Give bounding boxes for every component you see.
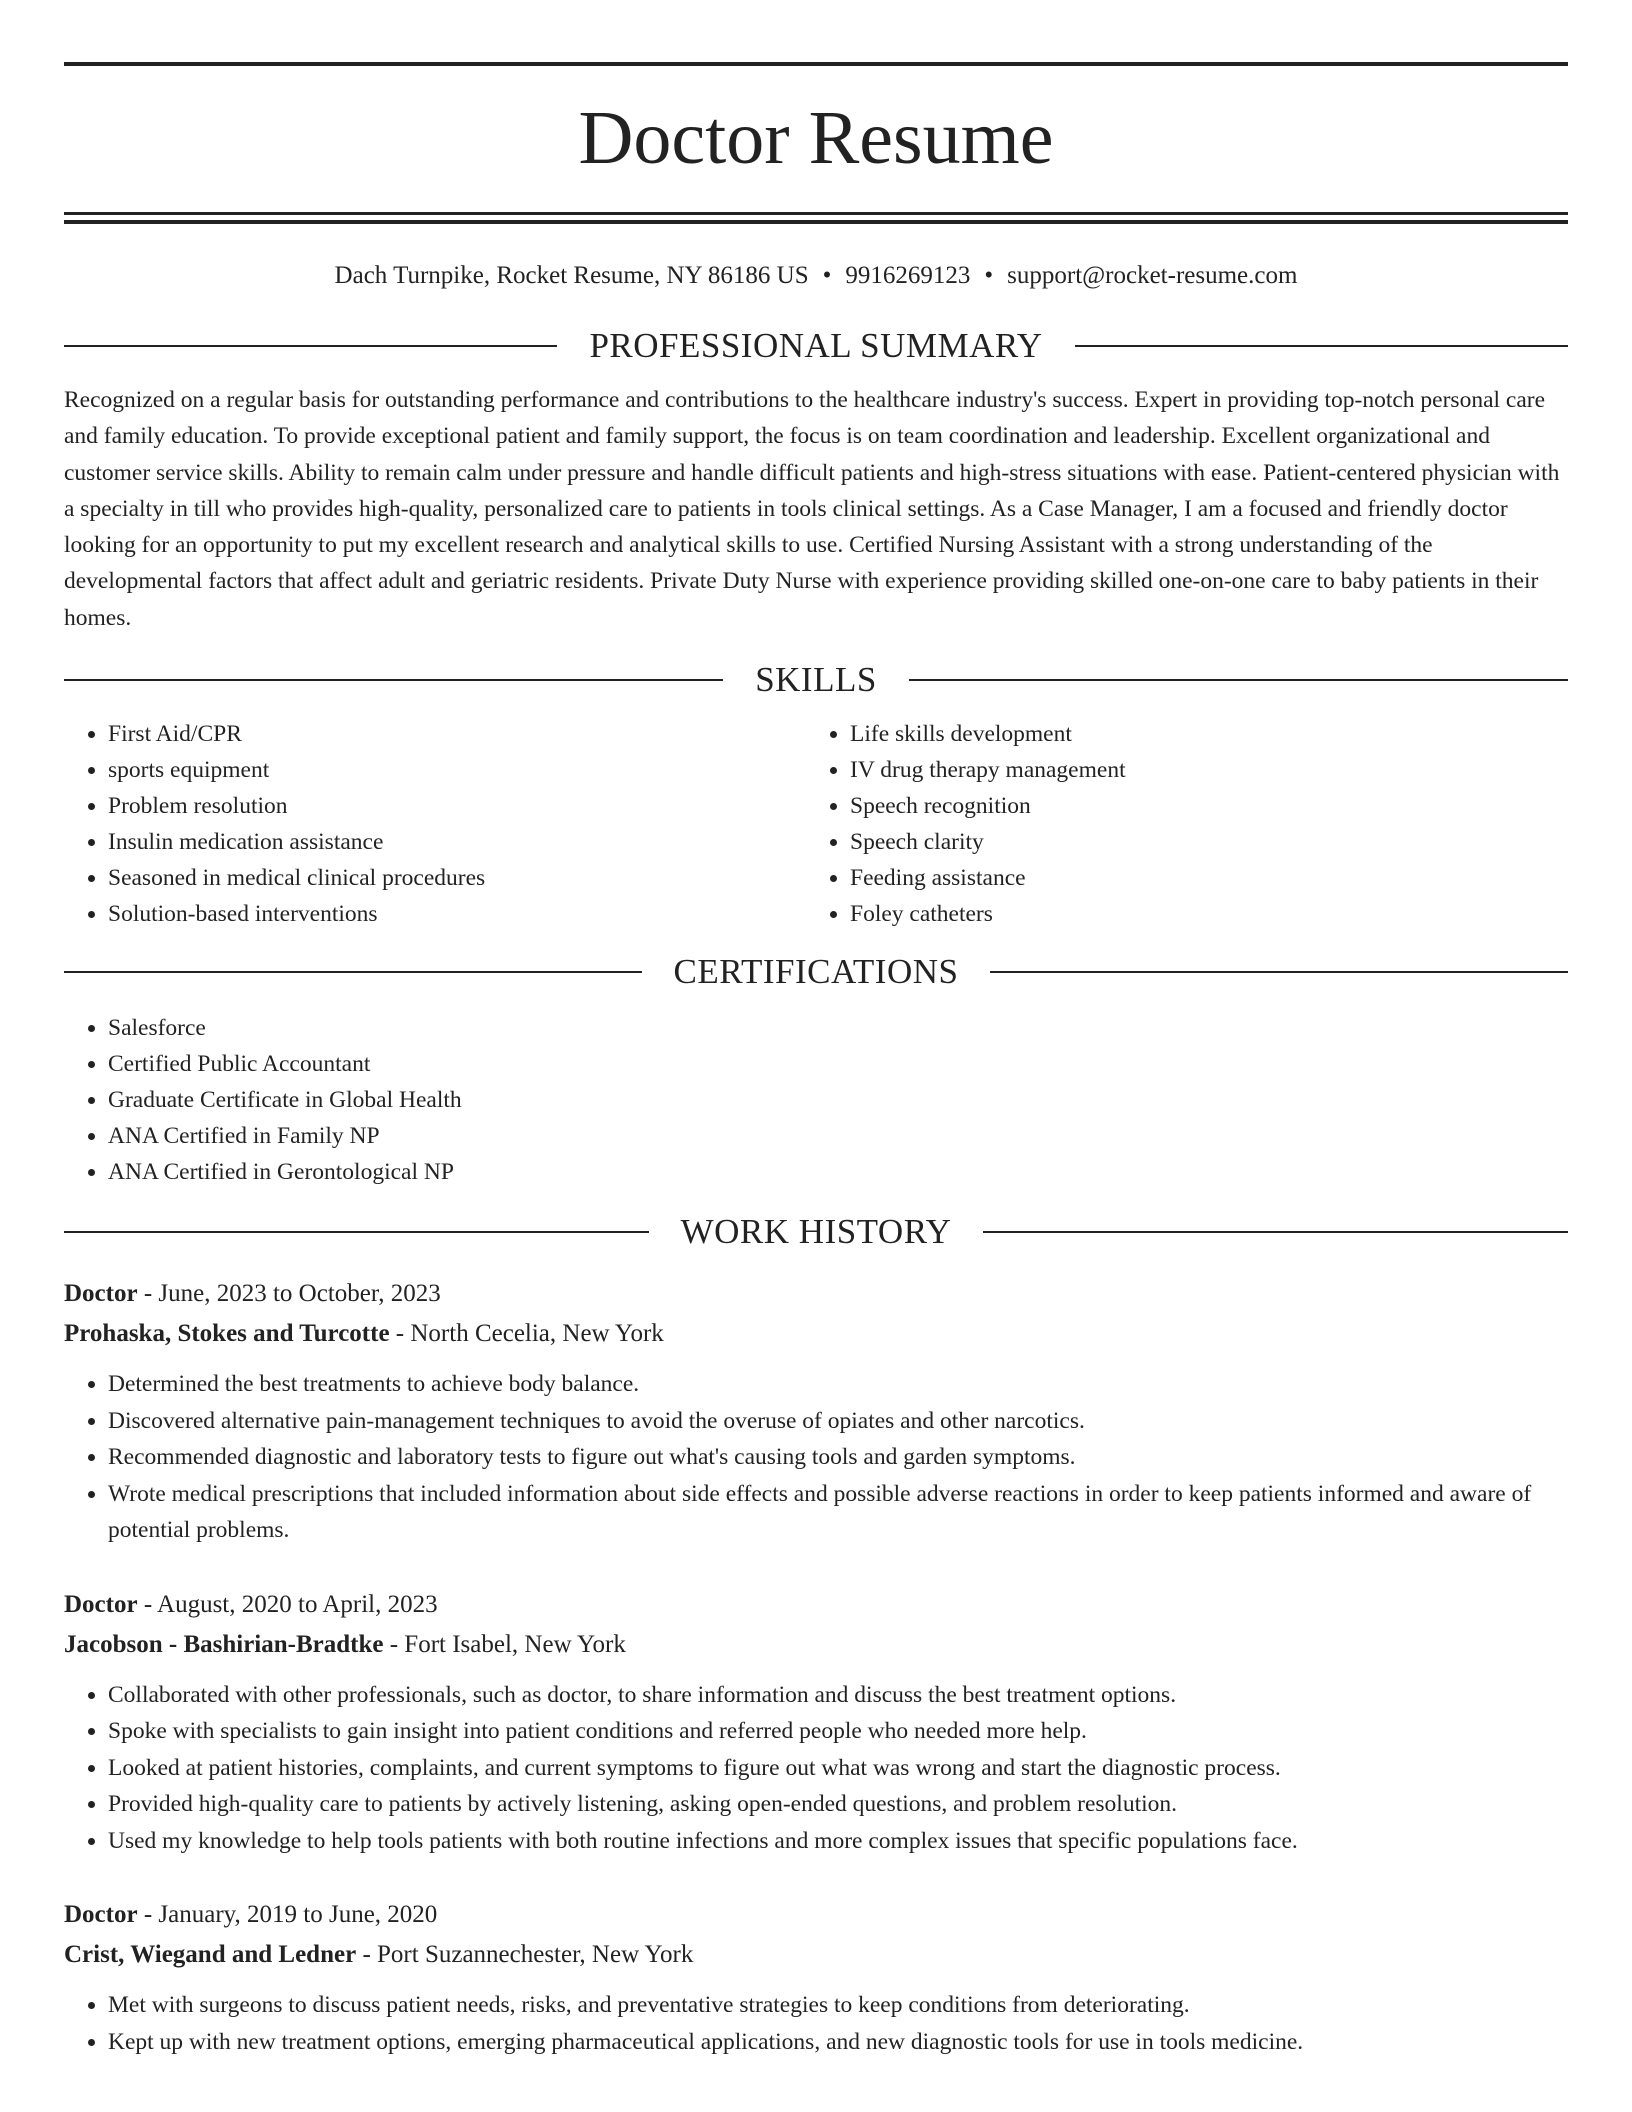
contact-separator: •: [984, 262, 994, 289]
skills-list-right: [806, 716, 1548, 932]
job-bullets: [64, 1366, 1568, 1549]
heading-rule-left: [64, 345, 557, 347]
skills-columns: [64, 716, 1568, 932]
job-employer-line: [64, 1314, 1568, 1354]
contact-email: support@rocket-resume.com: [1007, 262, 1298, 289]
job-title-line: [64, 1274, 1568, 1314]
job-bullet: • Discovered alternative pain-management techniques to avoid the overuse of opiates and other narcotics.: [108, 1403, 1568, 1440]
contact-line: [64, 258, 1568, 294]
work-history-heading: WORK HISTORY: [680, 1212, 952, 1252]
skill-item: • Problem resolution: [108, 788, 806, 824]
skills-list-left: [64, 716, 806, 932]
certification-item: • ANA Certified in Gerontological NP: [108, 1154, 1568, 1190]
skill-item: • Life skills development: [850, 716, 1548, 752]
heading-rule-right: [990, 971, 1568, 973]
summary-heading: PROFESSIONAL SUMMARY: [589, 326, 1043, 365]
heading-rule-right: [1075, 345, 1568, 347]
heading-rule-right: [983, 1231, 1568, 1233]
skills-heading: SKILLS: [755, 660, 877, 700]
certification-item: • ANA Certified in Family NP: [108, 1118, 1568, 1154]
job-bullet: • Spoke with specialists to gain insight into patient conditions and referred people who needed more help.: [108, 1713, 1568, 1750]
heading-rule-left: [64, 1231, 649, 1233]
title-double-rule: [64, 212, 1568, 224]
certifications-section-heading: [64, 950, 1568, 994]
certifications-heading: CERTIFICATIONS: [673, 952, 959, 992]
job-employer-line: [64, 1625, 1568, 1665]
heading-rule-left: [64, 679, 723, 681]
certifications-list: [64, 1010, 1568, 1190]
job-dates: - June, 2023 to October, 2023: [137, 1280, 441, 1308]
job-bullet: • Used my knowledge to help tools patients with both routine infections and more complex issues that specific populations face.: [108, 1823, 1568, 1860]
job-dates: - August, 2020 to April, 2023: [137, 1590, 438, 1618]
job-location: - Fort Isabel, New York: [383, 1630, 626, 1658]
summary-text: Recognized on a regular basis for outstanding performance and contributions to the healthcare industry's success. Expert in providing top-notch personal care and family education. To provide exceptional patient and family support, the focus is on team coordination and leadership. Excellent organizational and customer service skills. Ability to remain calm under pressure and handle difficult patients and high-stress situations with ease. Patient-centered physician with a specialty in till who provides high-quality, personalized care to patients in tools clinical settings. As a Case Manager, I am a focused and friendly doctor looking for an opportunity to put my excellent research and analytical skills to use. Certified Nursing Assistant with a strong understanding of the developmental factors that affect adult and geriatric residents. Private Duty Nurse with experience providing skilled one-on-one care to baby patients in their homes.: [64, 387, 1560, 631]
skill-item: • Foley catheters: [850, 896, 1548, 932]
skill-item: • sports equipment: [108, 752, 806, 788]
skill-item: • IV drug therapy management: [850, 752, 1548, 788]
job-employer: Prohaska, Stokes and Turcotte: [64, 1320, 390, 1348]
job-location: - North Cecelia, New York: [389, 1320, 664, 1348]
job-role: Doctor: [64, 1901, 138, 1929]
job-employer-line: [64, 1935, 1568, 1975]
job-entry: [64, 1585, 1568, 1860]
job-bullet: • Collaborated with other professionals, such as doctor, to share information and discuss the best treatment options.: [108, 1677, 1568, 1714]
job-title-line: [64, 1895, 1568, 1935]
job-bullet: • Provided high-quality care to patients by actively listening, asking open-ended questions, and problem resolution.: [108, 1786, 1568, 1823]
contact-phone: 9916269123: [845, 262, 971, 289]
certification-item: • Salesforce: [108, 1010, 1568, 1046]
job-role: Doctor: [64, 1590, 138, 1618]
job-bullet: • Kept up with new treatment options, emerging pharmaceutical applications, and new diagnostic tools for use in tools medicine.: [108, 2024, 1568, 2061]
job-title-line: [64, 1585, 1568, 1625]
contact-separator: •: [822, 262, 832, 289]
work-history-section-heading: [64, 1210, 1568, 1254]
job-employer: Jacobson - Bashirian-Bradtke: [64, 1630, 384, 1658]
job-bullets: [64, 1987, 1568, 2060]
skill-item: • Seasoned in medical clinical procedures: [108, 860, 806, 896]
job-entry: [64, 1895, 1568, 2060]
certification-item: • Graduate Certificate in Global Health: [108, 1082, 1568, 1118]
contact-address: Dach Turnpike, Rocket Resume, NY 86186 US: [334, 262, 809, 289]
document-title: Doctor Resume: [578, 96, 1054, 180]
job-entry: [64, 1274, 1568, 1549]
job-bullet: • Wrote medical prescriptions that included information about side effects and possible adverse reactions in order to keep patients informed and aware of potential problems.: [108, 1476, 1568, 1549]
job-bullet: • Met with surgeons to discuss patient needs, risks, and preventative strategies to keep conditions from deteriorating.: [108, 1987, 1568, 2024]
skill-item: • Speech recognition: [850, 788, 1548, 824]
skill-item: • Insulin medication assistance: [108, 824, 806, 860]
skill-item: • Speech clarity: [850, 824, 1548, 860]
heading-rule-left: [64, 971, 642, 973]
summary-section-heading: [64, 324, 1568, 368]
job-location: - Port Suzannechester, New York: [356, 1941, 694, 1969]
skill-item: • Feeding assistance: [850, 860, 1548, 896]
job-employer: Crist, Wiegand and Ledner: [64, 1941, 357, 1969]
certification-item: • Certified Public Accountant: [108, 1046, 1568, 1082]
job-bullets: [64, 1677, 1568, 1860]
skill-item: • First Aid/CPR: [108, 716, 806, 752]
top-rule: [64, 62, 1568, 66]
skill-item: • Solution-based interventions: [108, 896, 806, 932]
job-role: Doctor: [64, 1280, 138, 1308]
job-dates: - January, 2019 to June, 2020: [137, 1901, 438, 1929]
job-bullet: • Determined the best treatments to achieve body balance.: [108, 1366, 1568, 1403]
job-bullet: • Looked at patient histories, complaints, and current symptoms to figure out what was wrong and start the diagnostic process.: [108, 1750, 1568, 1787]
skills-section-heading: [64, 658, 1568, 702]
heading-rule-right: [909, 679, 1568, 681]
job-bullet: • Recommended diagnostic and laboratory tests to figure out what's causing tools and garden symptoms.: [108, 1439, 1568, 1476]
